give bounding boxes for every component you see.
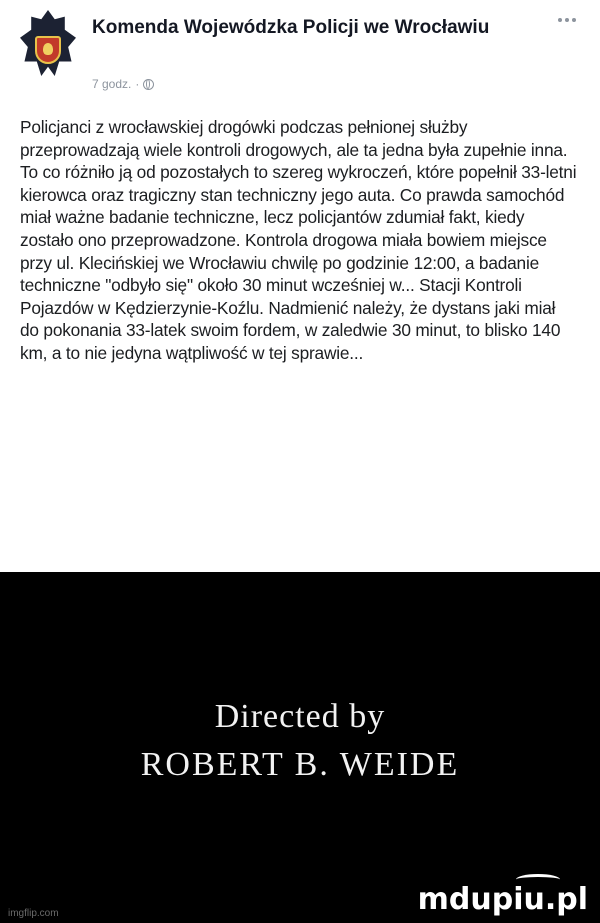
more-dot (558, 18, 562, 22)
site-watermark: mdupiu.pl (417, 882, 588, 917)
credits-line-name: ROBERT B. WEIDE (140, 746, 460, 783)
movie-credits-frame (0, 572, 600, 923)
crest-shield-icon (35, 36, 61, 64)
post-text: Policjanci z wrocławskiej drogówki podczas pełnionej służby przeprowadzają wiele kontroli drogowych, ale ta jedna była zupełnie inna. To co różniło ją od pozostałych to szereg wykroczeń, które popełnił 33-letni kierowca oraz tragiczny stan techniczny jego auta. Co prawda samochód miał ważne badanie techniczne, lecz policjantów zdumiał fakt, kiedy zostało ono przeprowadzone. Kontrola drogowa miała bowiem miejsce przy ul. Klecińskiej we Wrocławiu chwilę po godzinie 12:00, a badanie techniczne "odbyło się" około 30 minut wcześniej w... Stacji Kontroli Pojazdów w Kędzierzynie-Koźlu. Nadmienić należy, że dystans jaki miał do pokonania 33-latek swoim fordem, w zaledwie 30 minut, to blisko 140 km, a to nie jedyna wątpliwość w tej sprawie... (20, 117, 577, 363)
more-dot (572, 18, 576, 22)
credits-text (0, 693, 600, 789)
page-name-link[interactable]: Komenda Wojewódzka Policji we Wrocławiu (92, 17, 490, 38)
post-meta (92, 77, 154, 91)
meta-separator: · (135, 77, 140, 91)
post-time[interactable]: 7 godz. (92, 77, 132, 91)
globe-icon (143, 79, 154, 90)
more-icon[interactable] (558, 18, 576, 22)
imgflip-credit: imgflip.com (8, 908, 59, 919)
more-dot (565, 18, 569, 22)
credits-line-directed: Directed by (214, 698, 386, 735)
